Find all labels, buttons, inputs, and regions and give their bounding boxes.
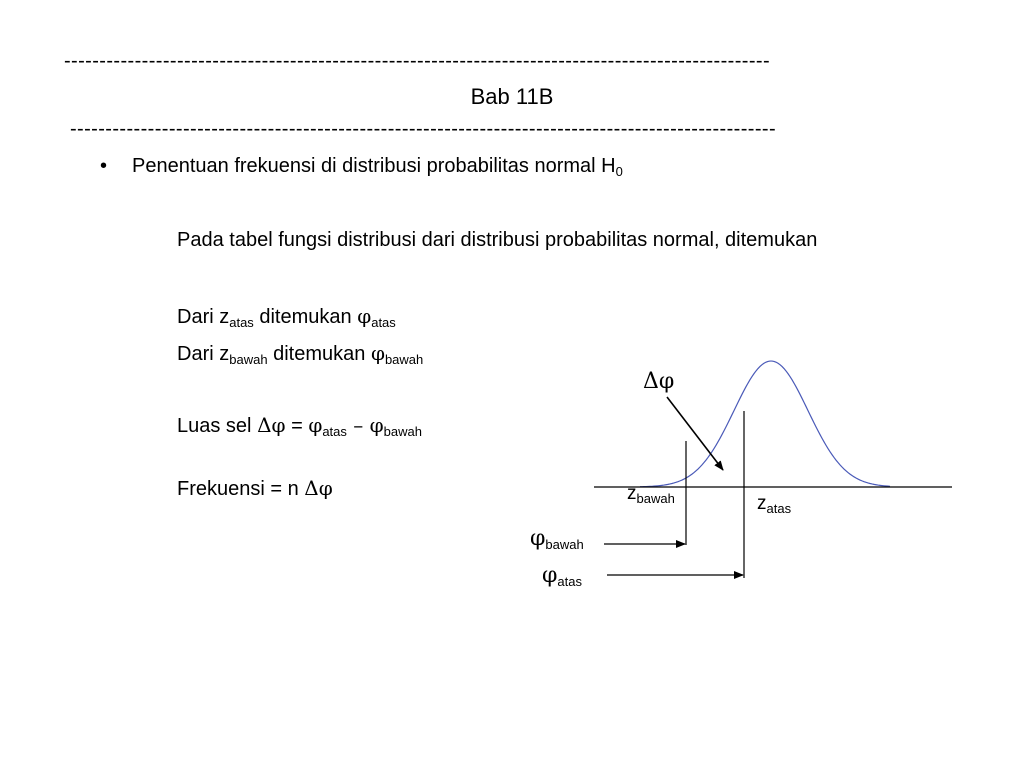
phi-bawah-label xyxy=(530,526,584,552)
normal-curve xyxy=(640,361,890,487)
phi-symbol: φ xyxy=(370,341,385,365)
z-letter: z xyxy=(627,483,637,504)
z-bawah-middle: ditemukan xyxy=(267,343,371,365)
phi-bawah-sub: bawah xyxy=(383,424,422,439)
z-letter: z xyxy=(757,493,767,514)
delta-phi-symbol: Δφ xyxy=(257,413,286,437)
phi-atas-label-sub: atas xyxy=(557,574,582,589)
phi-symbol: φ xyxy=(357,304,372,328)
phi-atas-sub: atas xyxy=(371,315,396,330)
page-title: Bab 11B xyxy=(470,84,554,109)
phi-symbol: φ xyxy=(369,413,384,437)
z-bawah-label xyxy=(627,483,675,506)
minus-sign: – xyxy=(346,413,370,437)
z-bawah-sub: bawah xyxy=(229,352,268,367)
phi-bawah-label-sub: bawah xyxy=(545,537,584,552)
phi-symbol: φ xyxy=(308,413,323,437)
phi-atas-label xyxy=(542,563,582,589)
delta-phi-symbol: Δφ xyxy=(304,476,333,500)
bullet-main-text: Penentuan frekuensi di distribusi probabilitas normal H xyxy=(132,155,616,177)
equals-sign: = xyxy=(285,415,309,437)
phi-bawah-sub: bawah xyxy=(384,352,424,367)
bottom-rule: ---------------------------------------------------------------------------------------------------- xyxy=(70,118,777,140)
frekuensi-prefix: Frekuensi = n xyxy=(177,478,305,500)
phi-symbol: φ xyxy=(542,563,558,588)
z-atas-sub: atas xyxy=(229,315,254,330)
z-bawah-prefix: Dari z xyxy=(177,343,230,365)
phi-symbol: φ xyxy=(530,526,546,551)
z-atas-label-sub: atas xyxy=(766,501,792,516)
intro-text: Pada tabel fungsi distribusi dari distribusi probabilitas normal, ditemukan xyxy=(177,229,818,251)
delta-phi-arrow xyxy=(667,397,723,470)
bullet-marker: • xyxy=(100,155,108,177)
z-atas-middle: ditemukan xyxy=(253,306,358,328)
z-atas-label xyxy=(757,493,791,516)
z-atas-prefix: Dari z xyxy=(177,306,230,328)
bullet-subscript: 0 xyxy=(615,164,623,179)
luas-prefix: Luas sel xyxy=(177,415,258,437)
z-bawah-label-sub: bawah xyxy=(636,491,675,506)
phi-atas-sub: atas xyxy=(322,424,347,439)
delta-phi-label: Δφ xyxy=(643,369,675,394)
top-rule: ---------------------------------------------------------------------------------------------------- xyxy=(64,50,771,72)
